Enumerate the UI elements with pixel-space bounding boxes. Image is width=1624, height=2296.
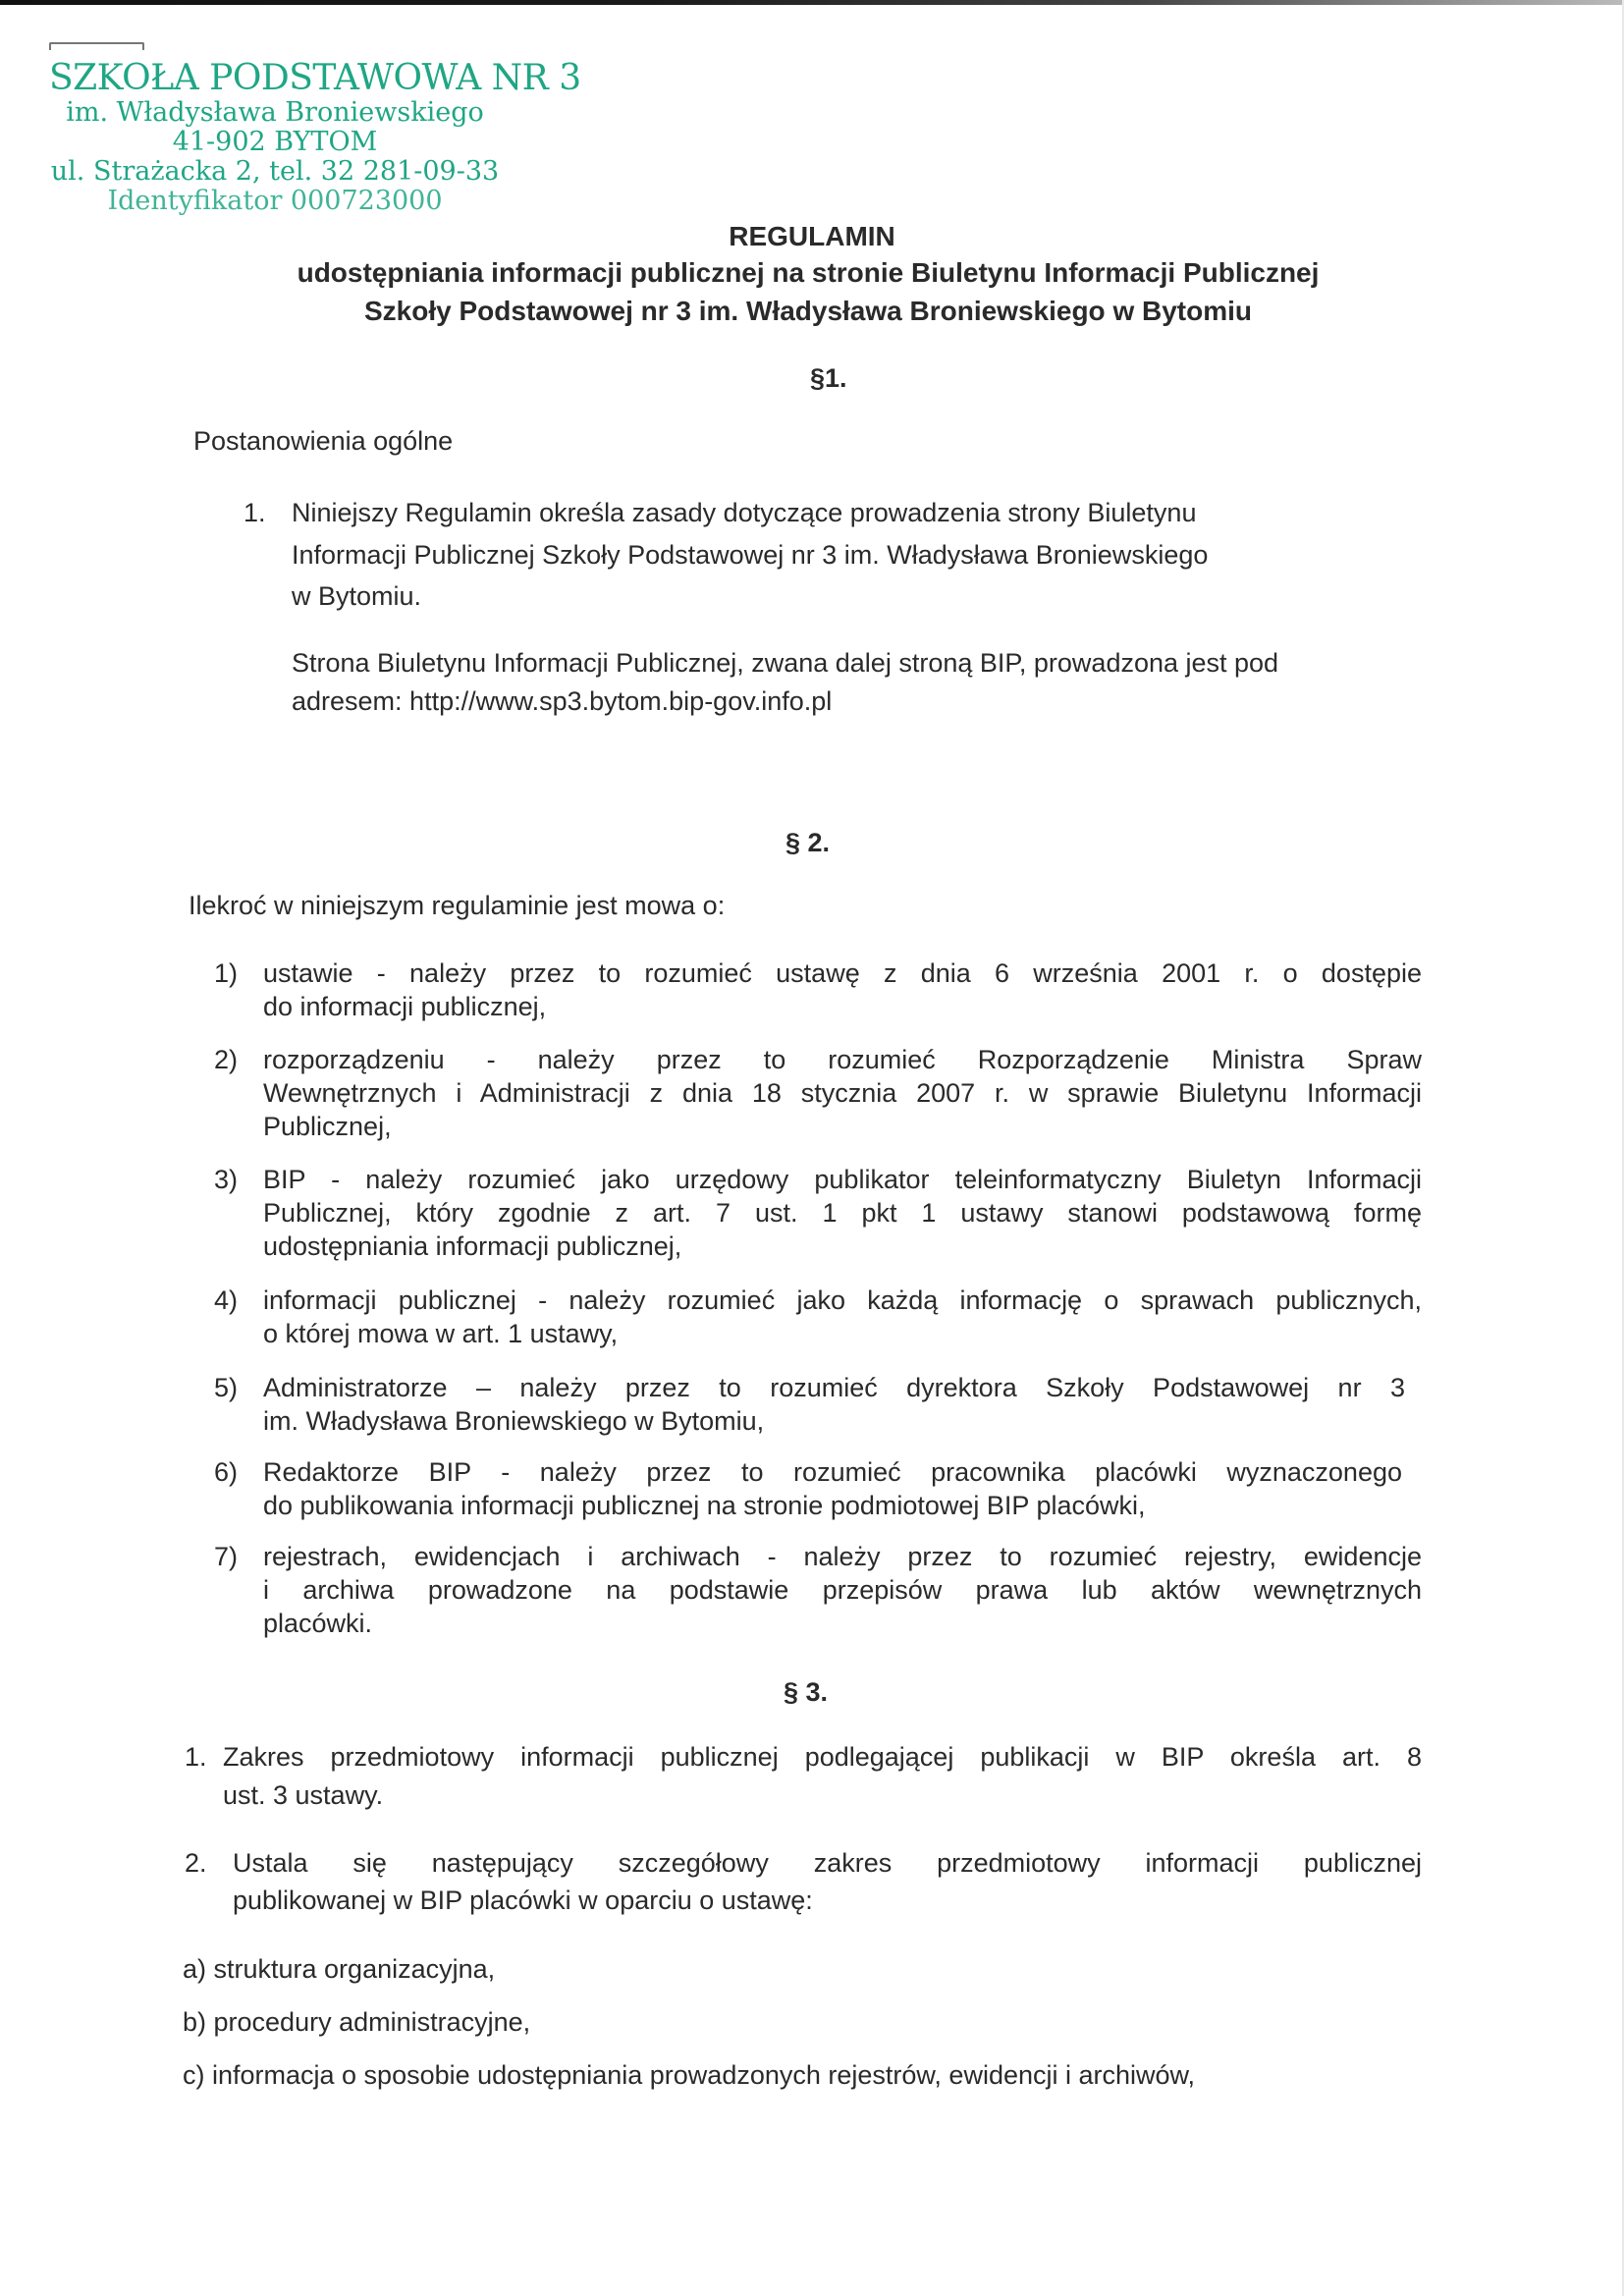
scan-top-edge — [0, 0, 1624, 5]
document-subtitle-line1: udostępniania informacji publicznej na stronie Biuletynu Informacji Publicznej — [297, 257, 1320, 288]
s2-item6-number: 6) — [214, 1457, 239, 1487]
s1-item1-line3: w Bytomiu. — [292, 581, 422, 611]
s1-paragraph-line1: Strona Biuletynu Informacji Publicznej, zwana dalej stroną BIP, prowadzona jest pod — [292, 648, 1279, 678]
s2-item3-number: 3) — [214, 1165, 239, 1194]
s2-item6-line2: do publikowania informacji publicznej na stronie podmiotowej BIP placówki, — [263, 1491, 1146, 1520]
s1-item1-line2: Informacji Publicznej Szkoły Podstawowej nr 3 im. Władysława Broniewskiego — [292, 540, 1209, 570]
s2-item5-line2: im. Władysława Broniewskiego w Bytomiu, — [263, 1406, 765, 1436]
s2-item5-line1: Administratorze – należy przez to rozumieć dyrektora Szkoły Podstawowej nr 3 — [263, 1373, 1405, 1402]
s2-item3-line1: BIP - należy rozumieć jako urzędowy publikator teleinformatyczny Biuletyn Informacji — [263, 1165, 1422, 1194]
s2-item4-line2: o której mowa w art. 1 ustawy, — [263, 1319, 619, 1348]
s3-item2-line2: publikowanej w BIP placówki w oparciu o ustawę: — [233, 1886, 813, 1915]
s2-item2-line2: Wewnętrznych i Administracji z dnia 18 stycznia 2007 r. w sprawie Biuletynu Informacji — [263, 1078, 1422, 1108]
s2-item1-line1: ustawie - należy przez to rozumieć ustawę z dnia 6 września 2001 r. o dostępie — [263, 958, 1422, 988]
s2-item7-number: 7) — [214, 1542, 239, 1571]
document-title: REGULAMIN — [729, 221, 895, 251]
s2-item1-line2: do informacji publicznej, — [263, 992, 547, 1021]
s2-item6-line1: Redaktorze BIP - należy przez to rozumieć pracownika placówki wyznaczonego — [263, 1457, 1402, 1487]
s3-item2-number: 2. — [185, 1848, 207, 1878]
section-2-intro: Ilekroć w niniejszym regulaminie jest mowa o: — [189, 891, 726, 920]
s3-letter-c: c) informacja o sposobie udostępniania prowadzonych rejestrów, ewidencji i archiwów, — [183, 2060, 1196, 2090]
section-1-subheading: Postanowienia ogólne — [193, 426, 454, 456]
s2-item7-line3: placówki. — [263, 1609, 373, 1638]
s3-item2-line1: Ustala się następujący szczegółowy zakres przedmiotowy informacji publicznej — [233, 1848, 1422, 1878]
s2-item4-line1: informacji publicznej - należy rozumieć jako każdą informację o sprawach publicznych, — [263, 1285, 1422, 1315]
s2-item4-number: 4) — [214, 1285, 239, 1315]
section-1-heading: §1. — [810, 363, 847, 393]
s3-item1-line2: ust. 3 ustawy. — [223, 1780, 384, 1810]
document-subtitle-line2: Szkoły Podstawowej nr 3 im. Władysława Broniewskiego w Bytomiu — [364, 296, 1252, 326]
s3-item1-number: 1. — [185, 1742, 207, 1772]
stamp-identifier: Identyfikator 000723000 — [107, 186, 443, 216]
stamp-city: 41-902 BYTOM — [172, 127, 378, 157]
s3-letter-b: b) procedury administracyjne, — [183, 2007, 531, 2037]
s1-paragraph-line2: adresem: http://www.sp3.bytom.bip-gov.info.pl — [292, 686, 833, 716]
s2-item5-number: 5) — [214, 1373, 239, 1402]
s3-letter-a: a) struktura organizacyjna, — [183, 1954, 496, 1984]
s2-item2-line3: Publicznej, — [263, 1112, 392, 1141]
s1-item1-line1: Niniejszy Regulamin określa zasady dotyczące prowadzenia strony Biuletynu — [292, 498, 1197, 527]
s2-item2-number: 2) — [214, 1045, 239, 1074]
school-stamp — [49, 58, 581, 216]
s1-item1-number: 1. — [244, 498, 266, 527]
s2-item7-line1: rejestrach, ewidencjach i archiwach - należy przez to rozumieć rejestry, ewidencje — [263, 1542, 1422, 1571]
section-2-heading: § 2. — [785, 828, 831, 857]
s2-item7-line2: i archiwa prowadzone na podstawie przepisów prawa lub aktów wewnętrznych — [263, 1575, 1422, 1605]
s2-item1-number: 1) — [214, 958, 239, 988]
section-3-heading: § 3. — [784, 1677, 829, 1707]
stamp-school-name: SZKOŁA PODSTAWOWA NR 3 — [49, 58, 581, 98]
stamp-address: ul. Strażacka 2, tel. 32 281-09-33 — [50, 156, 500, 187]
stamp-patron: im. Władysława Broniewskiego — [66, 97, 484, 128]
s2-item3-line3: udostępniania informacji publicznej, — [263, 1231, 682, 1261]
s3-item1-line1: Zakres przedmiotowy informacji publicznej podlegającej publikacji w BIP określa art. 8 — [223, 1742, 1422, 1772]
s2-item3-line2: Publicznej, który zgodnie z art. 7 ust. 1 pkt 1 ustawy stanowi podstawową formę — [263, 1198, 1422, 1228]
s2-item2-line1: rozporządzeniu - należy przez to rozumieć Rozporządzenie Ministra Spraw — [263, 1045, 1422, 1074]
stamp-bracket-mark — [49, 42, 144, 50]
